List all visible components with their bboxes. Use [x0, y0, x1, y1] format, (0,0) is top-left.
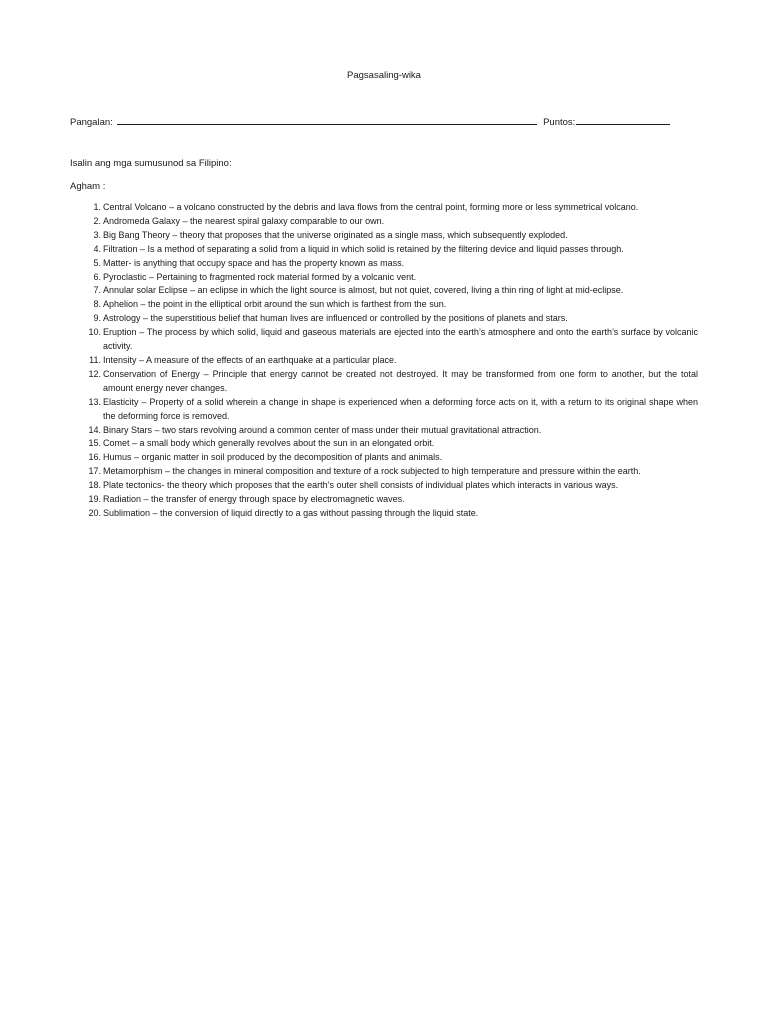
item-number: 12.	[88, 368, 101, 379]
list-item	[70, 284, 698, 298]
vocabulary-list	[70, 201, 698, 521]
item-text: Humus – organic matter in soil produced by the decomposition of plants and animals.	[103, 452, 443, 463]
item-text: Conservation of Energy – Principle that energy cannot be created not destroyed. It may be transformed from one form to another, but the total amount energy never changes.	[103, 368, 698, 393]
name-blank	[117, 115, 537, 125]
item-number: 20.	[88, 507, 101, 518]
item-number: 9.	[93, 313, 101, 324]
list-item	[70, 368, 698, 396]
item-text: Sublimation – the conversion of liquid directly to a gas without passing through the liquid state.	[103, 507, 479, 518]
item-text: Binary Stars – two stars revolving around a common center of mass under their mutual gravitational attraction.	[103, 424, 542, 435]
item-number: 5.	[93, 257, 101, 268]
item-number: 4.	[93, 243, 101, 254]
item-number: 18.	[88, 480, 101, 491]
item-number: 8.	[93, 299, 101, 310]
list-item	[70, 312, 698, 326]
list-item	[70, 507, 698, 521]
item-text: Elasticity – Property of a solid wherein a change in shape is experienced when a deforming force acts on it, with a return to its original shape when the deforming force is removed.	[103, 396, 698, 421]
list-item	[70, 243, 698, 257]
item-text: Radiation – the transfer of energy through space by electromagnetic waves.	[103, 494, 405, 505]
item-text: Pyroclastic – Pertaining to fragmented rock material formed by a volcanic vent.	[103, 271, 417, 282]
item-number: 1.	[93, 202, 101, 212]
item-text: Filtration – Is a method of separating a solid from a liquid in which solid is retained by the filtering device and liquid passes through.	[103, 243, 624, 254]
item-number: 14.	[88, 424, 101, 435]
list-item	[70, 354, 698, 368]
document-title: Pagsasaling-wika	[347, 70, 421, 81]
item-text: Matter- is anything that occupy space and has the property known as mass.	[103, 257, 405, 268]
item-number: 11.	[89, 354, 101, 365]
list-item	[70, 298, 698, 312]
list-item	[70, 451, 698, 465]
section-label: Agham :	[70, 181, 106, 192]
item-number: 3.	[93, 229, 101, 240]
item-number: 19.	[88, 494, 101, 505]
score-label: Puntos:	[543, 117, 576, 128]
list-item	[70, 229, 698, 243]
item-text: Comet – a small body which generally revolves about the sun in an elongated orbit.	[103, 438, 435, 449]
item-text: Metamorphism – the changes in mineral composition and texture of a rock subjected to high temperature and pressure within the earth.	[103, 466, 641, 477]
instruction-text: Isalin ang mga sumusunod sa Filipino:	[70, 158, 232, 169]
list-item	[70, 396, 698, 424]
list-item	[70, 326, 698, 354]
item-number: 2.	[93, 215, 101, 226]
item-text: Astrology – the superstitious belief that human lives are influenced or controlled by the positions of planets and stars.	[103, 313, 568, 324]
item-text: Aphelion – the point in the elliptical orbit around the sun which is farthest from the sun.	[103, 299, 447, 310]
list-item	[70, 465, 698, 479]
item-number: 17.	[88, 466, 101, 477]
score-blank	[576, 115, 670, 125]
item-text: Big Bang Theory – theory that proposes that the universe originated as a single mass, which subsequently exploded.	[103, 229, 568, 240]
item-number: 10.	[88, 327, 101, 338]
name-label: Pangalan:	[70, 117, 113, 128]
list-item	[70, 215, 698, 229]
list-item	[70, 201, 698, 215]
list-item	[70, 271, 698, 285]
list-item	[70, 257, 698, 271]
item-number: 7.	[93, 285, 101, 296]
item-number: 6.	[93, 271, 101, 282]
item-number: 13.	[88, 396, 101, 407]
list-item	[70, 479, 698, 493]
list-item	[70, 493, 698, 507]
list-item	[70, 437, 698, 451]
name-score-line	[70, 115, 710, 128]
item-text: Annular solar Eclipse – an eclipse in which the light source is almost, but not quiet, covered, living a thin ring of light at mid-eclipse.	[103, 285, 624, 296]
item-text: Plate tectonics- the theory which proposes that the earth’s outer shell consists of individual plates which interacts in various ways.	[103, 480, 619, 491]
item-number: 16.	[88, 452, 101, 463]
item-text: Central Volcano – a volcano constructed by the debris and lava flows from the central point, forming more or less symmetrical volcano.	[103, 202, 639, 212]
item-text: Andromeda Galaxy – the nearest spiral galaxy comparable to our own.	[103, 215, 385, 226]
item-number: 15.	[88, 438, 101, 449]
item-text: Eruption – The process by which solid, liquid and gaseous materials are ejected into the earth’s atmosphere and onto the earth’s surface by volcanic activity.	[103, 327, 698, 352]
list-item	[70, 424, 698, 438]
item-text: Intensity – A measure of the effects of an earthquake at a particular place.	[103, 354, 397, 365]
